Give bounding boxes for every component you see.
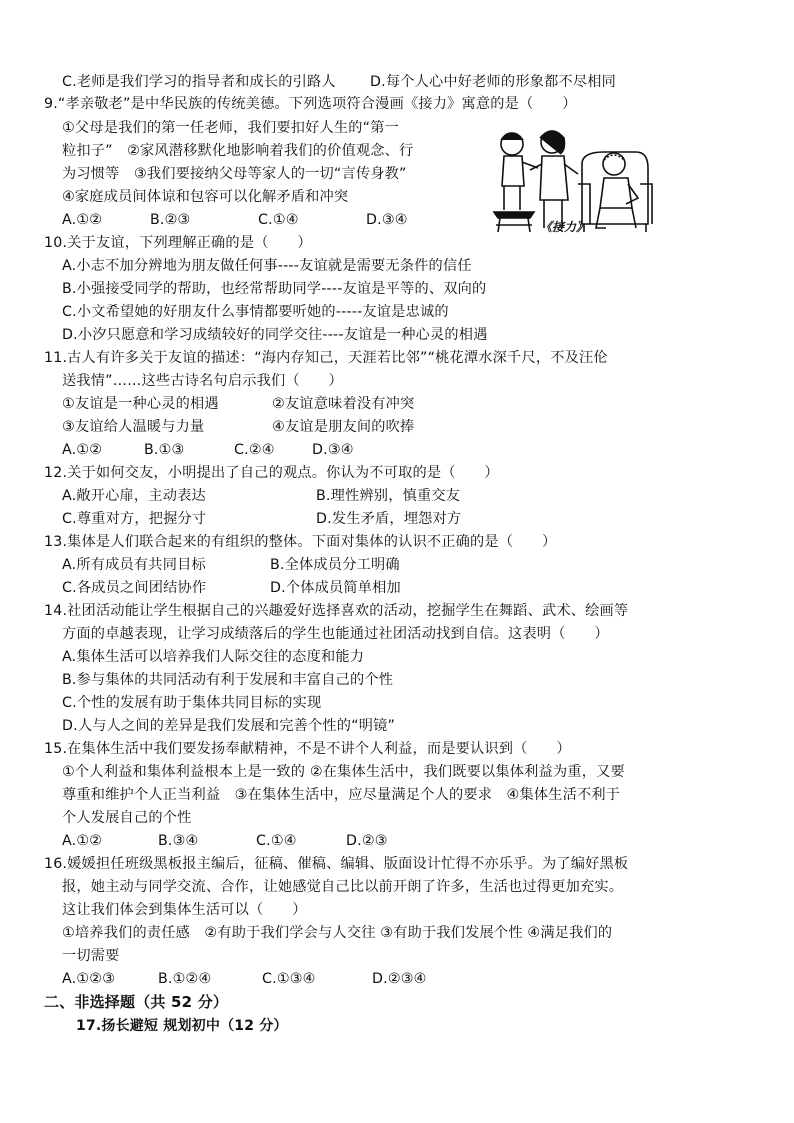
q12-option-c: C.尊重对方，把握分寸 bbox=[62, 511, 207, 527]
q10-option-c: C.小文希望她的好朋友什么事情都要听她的-----友谊是忠诚的 bbox=[62, 304, 449, 320]
q9-statement-line: ①父母是我们的第一任老师，我们要扣好人生的“第一 bbox=[62, 120, 399, 136]
q11-statement: ②友谊意味着没有冲突 bbox=[272, 396, 415, 412]
q11-option: B.①③ bbox=[144, 442, 185, 458]
q9-statement-line: ④家庭成员间体谅和包容可以化解矛盾和冲突 bbox=[62, 189, 349, 205]
q9-options bbox=[62, 210, 408, 230]
q8-option-c: C.老师是我们学习的指导者和成长的引路人 bbox=[62, 74, 336, 90]
q15-statement-line: ①个人利益和集体利益根本上是一致的 ②在集体生活中，我们既要以集体利益为重，又要 bbox=[62, 764, 625, 780]
q9-statement-line: 为习惯等 ③我们要接纳父母等家人的一切“言传身教” bbox=[62, 166, 407, 182]
q9-statement-line: 粒扣子” ②家风潜移默化地影响着我们的价值观念、行 bbox=[62, 143, 414, 159]
q10-option-d: D.小汐只愿意和学习成绩较好的同学交往----友谊是一种心灵的相遇 bbox=[62, 327, 488, 343]
q15-option: B.③④ bbox=[158, 833, 199, 849]
q16-stem: 16.媛媛担任班级黑板报主编后，征稿、催稿、编辑、版面设计忙得不亦乐乎。为了编好黑板 bbox=[44, 856, 629, 872]
q9-option: D.③④ bbox=[366, 212, 408, 228]
q11-options bbox=[62, 440, 354, 460]
q12-option-a: A.敞开心扉，主动表达 bbox=[62, 488, 206, 504]
q10-option-a: A.小志不加分辨地为朋友做任何事----友谊就是需要无条件的信任 bbox=[62, 258, 472, 274]
q14-stem: 14.社团活动能让学生根据自己的兴趣爱好选择喜欢的活动，挖掘学生在舞蹈、武术、绘画等 bbox=[44, 603, 629, 619]
q13-option-d: D.个体成员简单相加 bbox=[270, 580, 401, 596]
q16-option: D.②③④ bbox=[372, 971, 427, 987]
q11-stem: 11.古人有许多关于友谊的描述：“海内存知己，天涯若比邻”“桃花潭水深千尺，不及汪伦 bbox=[44, 350, 608, 366]
q15-options bbox=[62, 831, 388, 851]
q15-statement-line: 个人发展自己的个性 bbox=[62, 810, 192, 826]
q14-option-c: C.个性的发展有助于集体共同目标的实现 bbox=[62, 695, 322, 711]
q13-option-a: A.所有成员有共同目标 bbox=[62, 557, 206, 573]
q10-option-b: B.小强接受同学的帮助，也经常帮助同学----友谊是平等的、双向的 bbox=[62, 281, 487, 297]
q13-option-b: B.全体成员分工明确 bbox=[270, 557, 400, 573]
q11-statement: ①友谊是一种心灵的相遇 bbox=[62, 396, 219, 412]
q11-statement: ③友谊给人温暖与力量 bbox=[62, 419, 205, 435]
q9-stem: 9.“孝亲敬老”是中华民族的传统美德。下列选项符合漫画《接力》寓意的是（ ） bbox=[44, 96, 577, 112]
q12-option-b: B.理性辨别，慎重交友 bbox=[316, 488, 461, 504]
q15-option: A.①② bbox=[62, 833, 103, 849]
q14-option-a: A.集体生活可以培养我们人际交往的态度和能力 bbox=[62, 649, 365, 665]
q9-option: B.②③ bbox=[150, 212, 191, 228]
q11-option: A.①② bbox=[62, 442, 103, 458]
q16-stem-cont: 这让我们体会到集体生活可以（ ） bbox=[62, 902, 307, 918]
q13-stem: 13.集体是人们联合起来的有组织的整体。下面对集体的认识不正确的是（ ） bbox=[44, 534, 557, 550]
q9-option: A.①② bbox=[62, 212, 103, 228]
q15-statement-line: 尊重和维护个人正当利益 ③在集体生活中，应尽量满足个人的要求 ④集体生活不利于 bbox=[62, 787, 621, 803]
q9-option: C.①④ bbox=[258, 212, 299, 228]
q12-option-d: D.发生矛盾，埋怨对方 bbox=[316, 511, 462, 527]
q15-option: D.②③ bbox=[346, 833, 388, 849]
q15-stem: 15.在集体生活中我们要发扬奉献精神，不是不讲个人利益，而是要认识到（ ） bbox=[44, 741, 571, 757]
q16-option: B.①②④ bbox=[158, 971, 212, 987]
q16-options bbox=[62, 969, 427, 989]
q11-statement: ④友谊是朋友间的吹捧 bbox=[272, 419, 415, 435]
q13-option-c: C.各成员之间团结协作 bbox=[62, 580, 207, 596]
q16-stem-cont: 报，她主动与同学交流、合作，让她感觉自己比以前开朗了许多，生活也过得更加充实。 bbox=[62, 879, 624, 895]
q16-statement-line: 一切需要 bbox=[62, 948, 120, 964]
q15-option: C.①④ bbox=[256, 833, 297, 849]
q10-stem: 10.关于友谊，下列理解正确的是（ ） bbox=[44, 235, 312, 251]
q14-option-d: D.人与人之间的差异是我们发展和完善个性的“明镜” bbox=[62, 718, 396, 734]
q16-statement-line: ①培养我们的责任感 ②有助于我们学会与人交往 ③有助于我们发展个性 ④满足我们的 bbox=[62, 925, 613, 941]
q8-option-d: D.每个人心中好老师的形象都不尽相同 bbox=[370, 74, 617, 90]
q11-option: C.②④ bbox=[234, 442, 275, 458]
q16-option: A.①②③ bbox=[62, 971, 116, 987]
q11-stem-cont: 送我情”……这些古诗名句启示我们（ ） bbox=[62, 373, 343, 389]
q17-title: 17.扬长避短 规划初中（12 分） bbox=[76, 1018, 288, 1034]
section-title: 二、非选择题（共 52 分） bbox=[44, 993, 229, 1011]
q11-option: D.③④ bbox=[312, 442, 354, 458]
q16-option: C.①③④ bbox=[262, 971, 316, 987]
q14-stem-cont: 方面的卓越表现，让学习成绩落后的学生也能通过社团活动找到自信。这表明（ ） bbox=[62, 626, 609, 642]
comic-caption: 《接力》 bbox=[540, 220, 589, 234]
q14-option-b: B.参与集体的共同活动有利于发展和丰富自己的个性 bbox=[62, 672, 394, 688]
q12-stem: 12.关于如何交友，小明提出了自己的观点。你认为不可取的是（ ） bbox=[44, 465, 499, 481]
